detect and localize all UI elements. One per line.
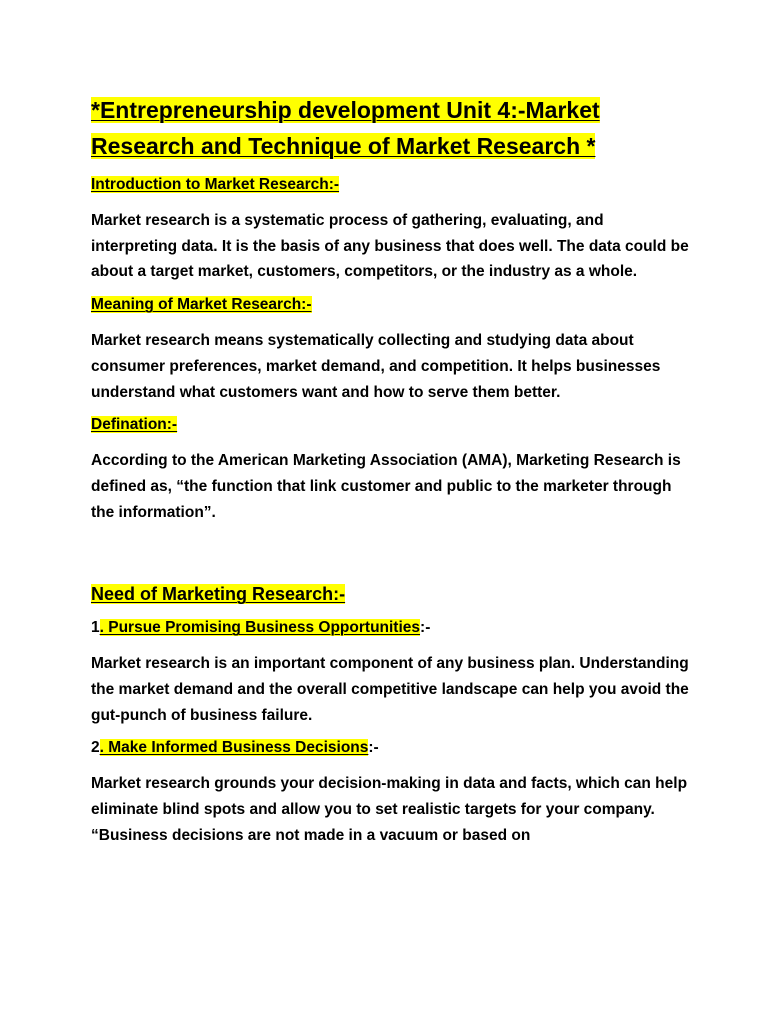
need-point-2-paragraph: Market research grounds your decision-making in data and facts, which can help eliminate blind spots and allow you to set realistic targets for your company. “Business decisions are not made in a vacuum or based on bbox=[91, 775, 688, 844]
need-point-1-number: 1 bbox=[91, 619, 100, 637]
need-point-1-heading bbox=[91, 617, 691, 639]
document-title-text: *Entrepreneurship development Unit 4:-Market Research and Technique of Market Research * bbox=[91, 97, 600, 159]
meaning-paragraph: Market research means systematically collecting and studying data about consumer preferences, market demand, and competition. It helps businesses understand what customers want and how to serve them better. bbox=[91, 332, 661, 401]
meaning-heading bbox=[91, 294, 691, 316]
intro-heading bbox=[91, 174, 691, 196]
document-content bbox=[91, 92, 691, 858]
intro-heading-text: Introduction to Market Research:- bbox=[91, 176, 340, 193]
need-point-1-label: . Pursue Promising Business Opportunities bbox=[99, 619, 421, 637]
definition-paragraph: According to the American Marketing Association (AMA), Marketing Research is defined as, “the function that link customer and public to the marketer through the information”. bbox=[91, 452, 681, 521]
definition-heading bbox=[91, 414, 691, 436]
need-heading-text: Need of Marketing Research:- bbox=[91, 584, 346, 605]
definition-heading-text: Defination:- bbox=[91, 416, 178, 434]
need-point-1-paragraph: Market research is an important component of any business plan. Understanding the market demand and the overall competitive landscape can help you avoid the gut-punch of business failure. bbox=[91, 655, 689, 724]
need-point-2-heading bbox=[91, 737, 691, 759]
need-point-2-number: 2 bbox=[91, 739, 100, 757]
document-title bbox=[91, 92, 691, 164]
need-heading bbox=[91, 581, 691, 607]
need-point-2-suffix: :- bbox=[368, 739, 379, 757]
need-point-2-label: . Make Informed Business Decisions bbox=[99, 739, 369, 757]
intro-paragraph: Market research is a systematic process of gathering, evaluating, and interpreting data. It is the basis of any business that does well. The data could be about a target market, customers, competitors, or the industry as a whole. bbox=[91, 212, 689, 281]
meaning-heading-text: Meaning of Market Research:- bbox=[91, 296, 312, 314]
need-point-1-suffix: :- bbox=[420, 619, 431, 637]
